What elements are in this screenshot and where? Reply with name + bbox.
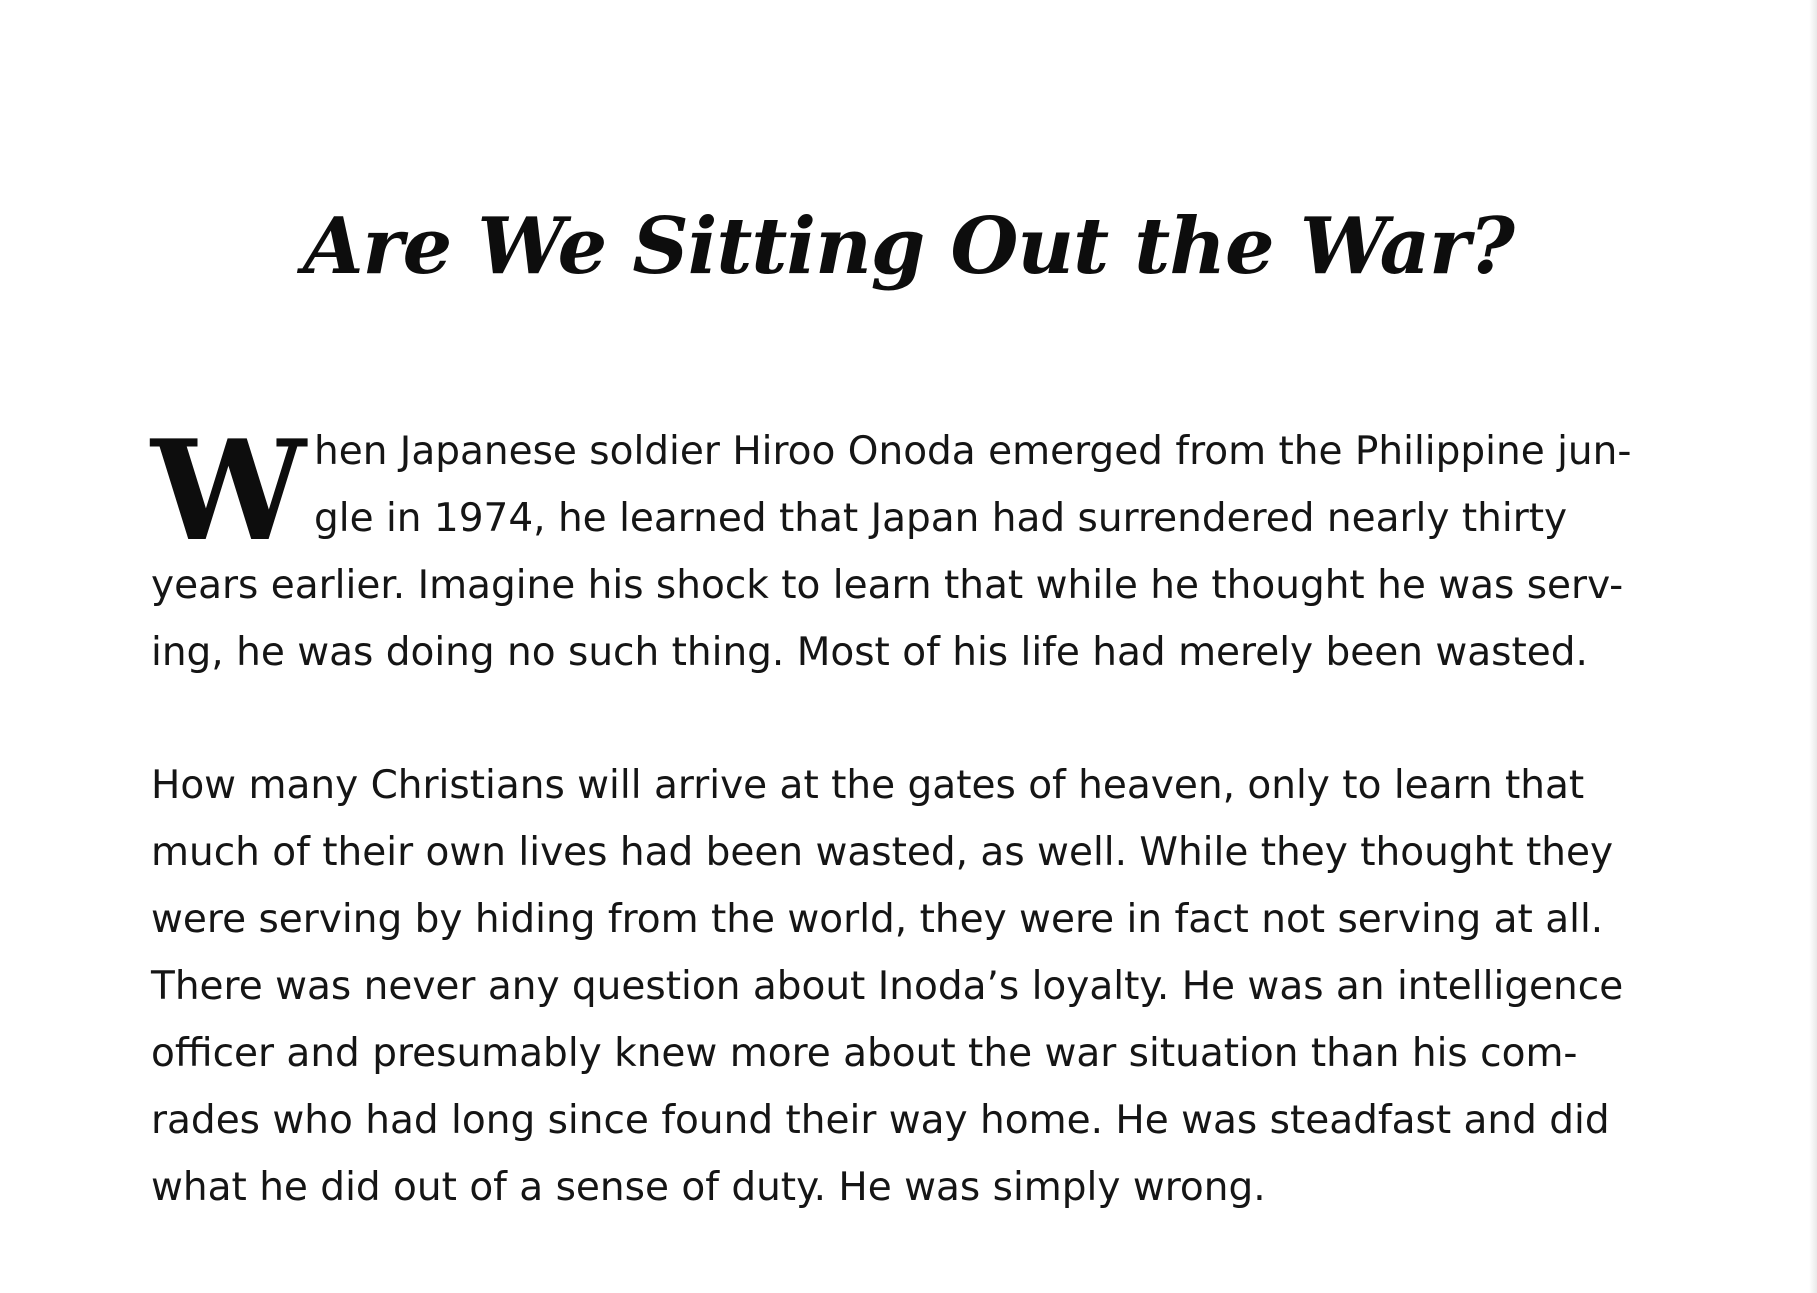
paragraph-line: How many Christians will arrive at the gates of heaven, only to learn that (151, 763, 1585, 808)
paragraph-line: gle in 1974, he learned that Japan had surrendered nearly thirty (313, 496, 1568, 541)
paragraph-line: officer and presumably knew more about the war situation than his com- (151, 1031, 1578, 1076)
paragraph-2 (151, 752, 1671, 1221)
paragraph-line: much of their own lives had been wasted, as well. While they thought they (151, 830, 1614, 875)
paragraph-1 (151, 409, 1671, 686)
paragraph-line: rades who had long since found their way home. He was steadfast and did (151, 1098, 1610, 1143)
page-title: Are We Sitting Out the War? (303, 201, 1514, 292)
paragraph-line: ing, he was doing no such thing. Most of his life had merely been wasted. (151, 630, 1588, 675)
paragraph-line: There was never any question about Inoda’s loyalty. He was an intelligence (151, 964, 1624, 1009)
paragraph-line: were serving by hiding from the world, they were in fact not serving at all. (151, 897, 1604, 942)
paragraph-line: years earlier. Imagine his shock to learn that while he thought he was serv- (151, 563, 1624, 608)
paragraph-line: what he did out of a sense of duty. He was simply wrong. (151, 1165, 1266, 1210)
drop-cap: W (151, 409, 306, 572)
paragraph-line: hen Japanese soldier Hiroo Onoda emerged from the Philippine jun- (313, 429, 1632, 474)
